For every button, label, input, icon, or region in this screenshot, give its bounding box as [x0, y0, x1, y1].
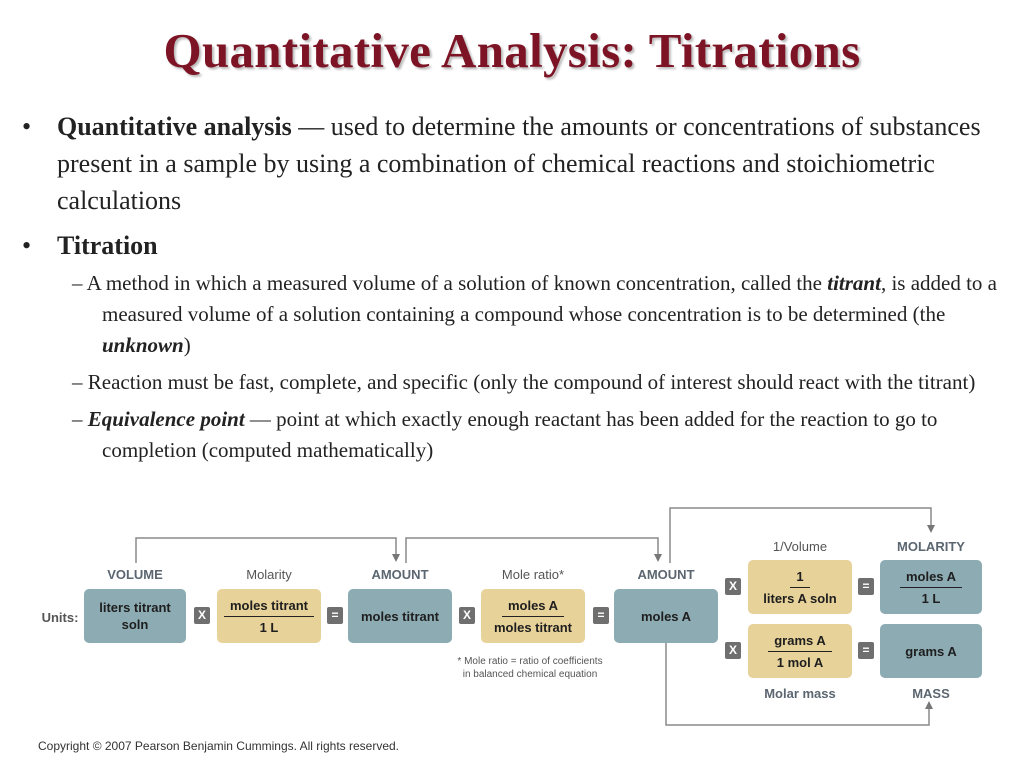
amount-label-2: AMOUNT	[637, 567, 695, 582]
mole-ratio-denominator: moles titrant	[493, 619, 572, 635]
molar-mass-label: Molar mass	[764, 686, 836, 701]
sub1-text-a: – A method in which a measured volume of a solution of known concentration, called the	[72, 271, 828, 295]
molar-mass-denominator: 1 mol A	[776, 654, 824, 670]
copyright-notice: Copyright © 2007 Pearson Benjamin Cummings. All rights reserved.	[38, 739, 400, 753]
sub1-text-c: )	[183, 333, 191, 357]
molar-mass-box	[748, 624, 852, 678]
volume-box-line2: soln	[121, 617, 149, 632]
inverse-volume-denominator: liters A soln	[763, 590, 837, 606]
equals-op: =	[858, 578, 874, 595]
equals-op: =	[593, 607, 609, 624]
molarity-result-denominator: 1 L	[921, 590, 941, 606]
mass-box	[880, 624, 982, 678]
mole-ratio-numerator: moles A	[502, 597, 564, 617]
inverse-volume-label: 1/Volume	[772, 539, 828, 554]
molarity-result-box	[880, 560, 982, 614]
equivalence-term: Equivalence point	[87, 407, 245, 431]
mass-label: MASS	[912, 686, 950, 701]
multiply-op: X	[194, 607, 210, 624]
molar-mass-numerator: grams A	[768, 632, 832, 652]
molarity-box	[217, 589, 321, 643]
sub-bullet-equivalence	[22, 404, 1007, 466]
volume-box	[84, 589, 186, 643]
molarity-numerator: moles titrant	[224, 597, 314, 617]
sub-bullet-reaction: – Reaction must be fast, complete, and specific (only the compound of interest should react with the titrant)	[72, 370, 976, 394]
molarity-label: Molarity	[246, 567, 292, 582]
volume-label: VOLUME	[107, 567, 163, 582]
amount-box-1	[348, 589, 452, 643]
sub3-dash: –	[72, 407, 88, 431]
sub1-text-b: , is added to a measured volume of a solution containing a compound whose concentration is to be determined (the	[102, 271, 997, 326]
multiply-op: X	[725, 578, 741, 595]
molarity-result-numerator: moles A	[900, 568, 962, 588]
amount-box-1-text: moles titrant	[360, 608, 439, 624]
bullet-dot: •	[22, 231, 32, 260]
bullet-titration	[22, 227, 1007, 264]
multiply-op: X	[459, 607, 475, 624]
amount-box-2-text: moles A	[640, 608, 692, 624]
sub3-text: — point at which exactly enough reactant has been added for the reaction to go to completion (computed mathematically)	[102, 407, 938, 462]
footnote-line2: in balanced chemical equation	[462, 669, 598, 680]
slide-body	[22, 108, 1007, 466]
slide-title: Quantitative Analysis: Titrations	[163, 23, 861, 78]
units-label: Units:	[41, 610, 79, 625]
sub-bullet-method	[22, 268, 1007, 361]
equals-op: =	[858, 642, 874, 659]
titration-flow-diagram	[0, 505, 1024, 735]
mass-box-text: grams A	[905, 643, 957, 659]
titrant-term: titrant	[827, 271, 881, 295]
mole-ratio-label: Mole ratio*	[501, 567, 565, 582]
inverse-volume-box	[748, 560, 852, 614]
volume-box-line1: liters titrant	[99, 600, 171, 615]
quant-term: Quantitative analysis	[57, 112, 292, 141]
amount-label-1: AMOUNT	[371, 567, 429, 582]
mole-ratio-footnote	[430, 655, 630, 681]
multiply-op: X	[725, 642, 741, 659]
molarity-cap-label: MOLARITY	[897, 539, 965, 554]
inverse-volume-numerator: 1	[790, 568, 809, 588]
titration-term: Titration	[57, 231, 158, 260]
equals-op: =	[327, 607, 343, 624]
bullet-dot: •	[22, 112, 32, 141]
mole-ratio-box	[481, 589, 585, 643]
unknown-term: unknown	[102, 333, 184, 357]
footnote-line1: * Mole ratio = ratio of coefficients	[457, 656, 603, 667]
amount-box-2	[614, 589, 718, 643]
quant-text: — used to determine the amounts or concentrations of substances present in a sample by using a combination of chemical reactions and stoichiometric calculations	[57, 112, 981, 215]
molarity-denominator: 1 L	[259, 619, 279, 635]
bullet-quantitative-analysis	[22, 108, 1007, 219]
